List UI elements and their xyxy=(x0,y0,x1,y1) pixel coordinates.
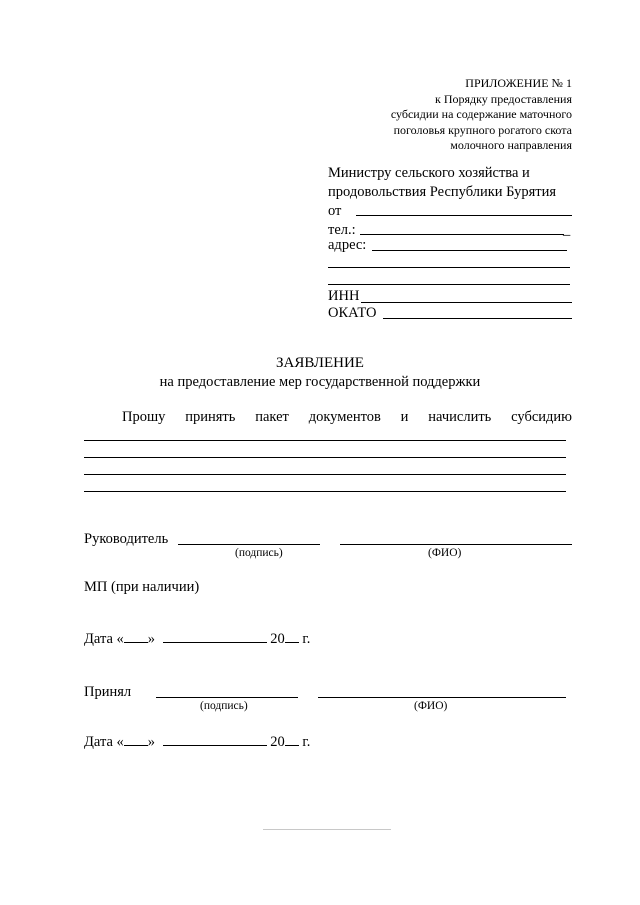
request-word: субсидию xyxy=(511,409,572,425)
head-signature-line[interactable] xyxy=(178,544,320,545)
head-name-line[interactable] xyxy=(340,544,572,545)
request-field-line[interactable] xyxy=(84,457,566,458)
date-close-quote: » xyxy=(147,631,156,647)
okato-field-line[interactable] xyxy=(383,318,572,319)
phone-tail: _ xyxy=(563,222,571,238)
inn-label: ИНН xyxy=(328,288,360,304)
head-label: Руководитель xyxy=(84,531,169,547)
request-word: начислить xyxy=(428,409,492,425)
address-field-line[interactable] xyxy=(372,250,567,251)
request-text xyxy=(122,408,572,426)
received-label: Принял xyxy=(84,684,132,700)
date-month-line[interactable] xyxy=(163,630,267,643)
date-label: Дата « xyxy=(84,631,124,647)
address-field-line[interactable] xyxy=(328,267,570,268)
date-year-suffix: г. xyxy=(302,631,311,647)
request-word: документов xyxy=(308,409,381,425)
addressee-line: Министру сельского хозяйства и xyxy=(328,165,530,181)
document-title: ЗАЯВЛЕНИЕ xyxy=(276,355,364,371)
footer-separator xyxy=(263,829,391,830)
date-field xyxy=(84,733,310,751)
date-year-prefix: 20 xyxy=(270,631,285,647)
inn-field-line[interactable] xyxy=(361,302,572,303)
date-year-line[interactable] xyxy=(285,733,299,746)
name-caption: (ФИО) xyxy=(428,547,462,559)
request-word: пакет xyxy=(255,409,289,425)
request-field-line[interactable] xyxy=(84,440,566,441)
date-year-suffix: г. xyxy=(302,734,311,750)
date-close-quote: » xyxy=(147,734,156,750)
request-field-line[interactable] xyxy=(84,474,566,475)
okato-label: ОКАТО xyxy=(328,305,377,321)
phone-label: тел.: xyxy=(328,222,356,238)
phone-field-line[interactable] xyxy=(360,234,564,235)
annex-number: ПРИЛОЖЕНИЕ № 1 xyxy=(465,76,572,90)
date-day-line[interactable] xyxy=(124,630,148,643)
date-year-line[interactable] xyxy=(285,630,299,643)
request-field-line[interactable] xyxy=(84,491,566,492)
annex-line: поголовья крупного рогатого скота xyxy=(393,122,572,137)
seal-label: МП (при наличии) xyxy=(84,579,200,595)
signature-caption: (подпись) xyxy=(235,547,283,559)
annex-line: к Порядку предоставления xyxy=(434,91,572,106)
request-word: принять xyxy=(185,409,236,425)
signature-caption: (подпись) xyxy=(200,700,248,712)
date-month-line[interactable] xyxy=(163,733,267,746)
annex-line: молочного направления xyxy=(450,138,572,152)
address-label: адрес: xyxy=(328,237,367,253)
from-label: от xyxy=(328,203,342,219)
date-field xyxy=(84,630,310,648)
date-label: Дата « xyxy=(84,734,124,750)
request-word: Прошу xyxy=(122,409,166,425)
document-subtitle: на предоставление мер государственной поддержки xyxy=(159,374,481,390)
date-year-prefix: 20 xyxy=(270,734,285,750)
annex-line: субсидии на содержание маточного xyxy=(390,107,572,121)
from-field-line[interactable] xyxy=(356,215,572,216)
address-field-line[interactable] xyxy=(328,284,570,285)
annex-header xyxy=(330,76,572,154)
name-caption: (ФИО) xyxy=(414,700,448,712)
received-name-line[interactable] xyxy=(318,697,566,698)
date-day-line[interactable] xyxy=(124,733,148,746)
addressee-line: продовольствия Республики Бурятия xyxy=(328,184,557,200)
request-word: и xyxy=(400,409,409,425)
received-signature-line[interactable] xyxy=(156,697,298,698)
